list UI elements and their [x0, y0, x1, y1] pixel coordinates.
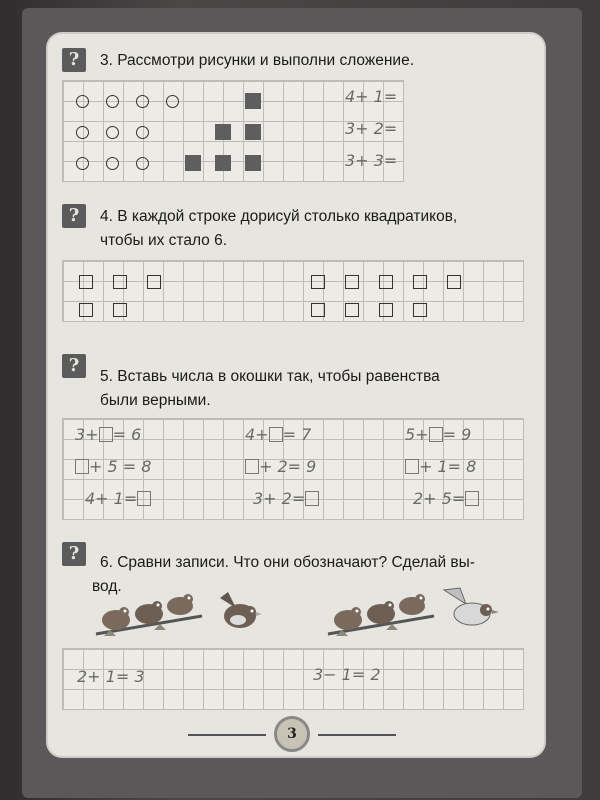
filled-square: [245, 93, 261, 109]
equation: + 2= 9: [245, 457, 316, 476]
task5-grid[interactable]: [62, 418, 524, 520]
answer-box[interactable]: [465, 491, 479, 506]
circle: [106, 157, 119, 170]
filled-square: [185, 155, 201, 171]
footer-divider: [318, 734, 396, 736]
outline-square: [113, 303, 127, 317]
equation: 5+ = 9: [405, 425, 472, 444]
task5-line2: были верными.: [100, 392, 211, 409]
outline-square: [79, 303, 93, 317]
circle: [76, 126, 89, 139]
circle: [106, 126, 119, 139]
outline-square: [345, 303, 359, 317]
outline-square: [311, 303, 325, 317]
answer-box[interactable]: [99, 427, 113, 442]
outline-square: [379, 303, 393, 317]
page-number: 3: [274, 716, 310, 752]
equation-3: 3+ 3=: [345, 151, 398, 170]
task3-grid[interactable]: [62, 80, 404, 182]
task5-line1: 5. Вставь числа в окошки так, чтобы равенства: [100, 368, 440, 385]
question-icon: ?: [62, 204, 86, 228]
answer-box[interactable]: [429, 427, 443, 442]
equation: 3+ = 6: [75, 425, 142, 444]
three-birds-on-branch-illustration: [326, 586, 436, 642]
equation: 4+ = 7: [245, 425, 312, 444]
flying-bird-illustration: [440, 586, 502, 632]
question-icon: ?: [62, 354, 86, 378]
task3-heading: 3. Рассмотри рисунки и выполни сложение.: [100, 52, 415, 69]
task6-line1: 6. Сравни записи. Что они обозначают? Сделай вы-: [100, 554, 475, 571]
outline-square: [447, 275, 461, 289]
flying-bird-illustration: [214, 590, 266, 634]
outline-square: [79, 275, 93, 289]
answer-box[interactable]: [405, 459, 419, 474]
equation: 2+ 5=: [413, 489, 479, 508]
equation-addition: 2+ 1= 3: [77, 667, 145, 686]
answer-box[interactable]: [75, 459, 89, 474]
answer-box[interactable]: [305, 491, 319, 506]
outline-square: [311, 275, 325, 289]
task4-line2: чтобы их стало 6.: [100, 232, 228, 249]
three-birds-on-branch-illustration: [94, 586, 204, 642]
outline-square: [147, 275, 161, 289]
circle: [76, 157, 89, 170]
circle: [76, 95, 89, 108]
equation: 4+ 1=: [85, 489, 151, 508]
equation: 3+ 2=: [253, 489, 319, 508]
task6-line2: вод.: [92, 578, 122, 595]
filled-square: [245, 124, 261, 140]
outline-square: [413, 303, 427, 317]
circle: [136, 126, 149, 139]
task4-grid[interactable]: [62, 260, 524, 322]
equation: + 5 = 8: [75, 457, 151, 476]
equation-2: 3+ 2=: [345, 119, 398, 138]
answer-box[interactable]: [137, 491, 151, 506]
circle: [106, 95, 119, 108]
equation-subtraction: 3− 1= 2: [313, 665, 381, 684]
circle: [136, 95, 149, 108]
outline-square: [413, 275, 427, 289]
circle: [166, 95, 179, 108]
task6-grid[interactable]: [62, 648, 524, 710]
answer-box[interactable]: [269, 427, 283, 442]
outline-square: [379, 275, 393, 289]
equation-1: 4+ 1=: [345, 87, 398, 106]
filled-square: [215, 124, 231, 140]
task4-line1: 4. В каждой строке дорисуй столько квадратиков,: [100, 208, 458, 225]
equation: + 1= 8: [405, 457, 476, 476]
outline-square: [113, 275, 127, 289]
circle: [136, 157, 149, 170]
footer-divider: [188, 734, 266, 736]
filled-square: [215, 155, 231, 171]
workbook-page: [48, 34, 544, 756]
question-icon: ?: [62, 542, 86, 566]
question-icon: ?: [62, 48, 86, 72]
outline-square: [345, 275, 359, 289]
answer-box[interactable]: [245, 459, 259, 474]
filled-square: [245, 155, 261, 171]
